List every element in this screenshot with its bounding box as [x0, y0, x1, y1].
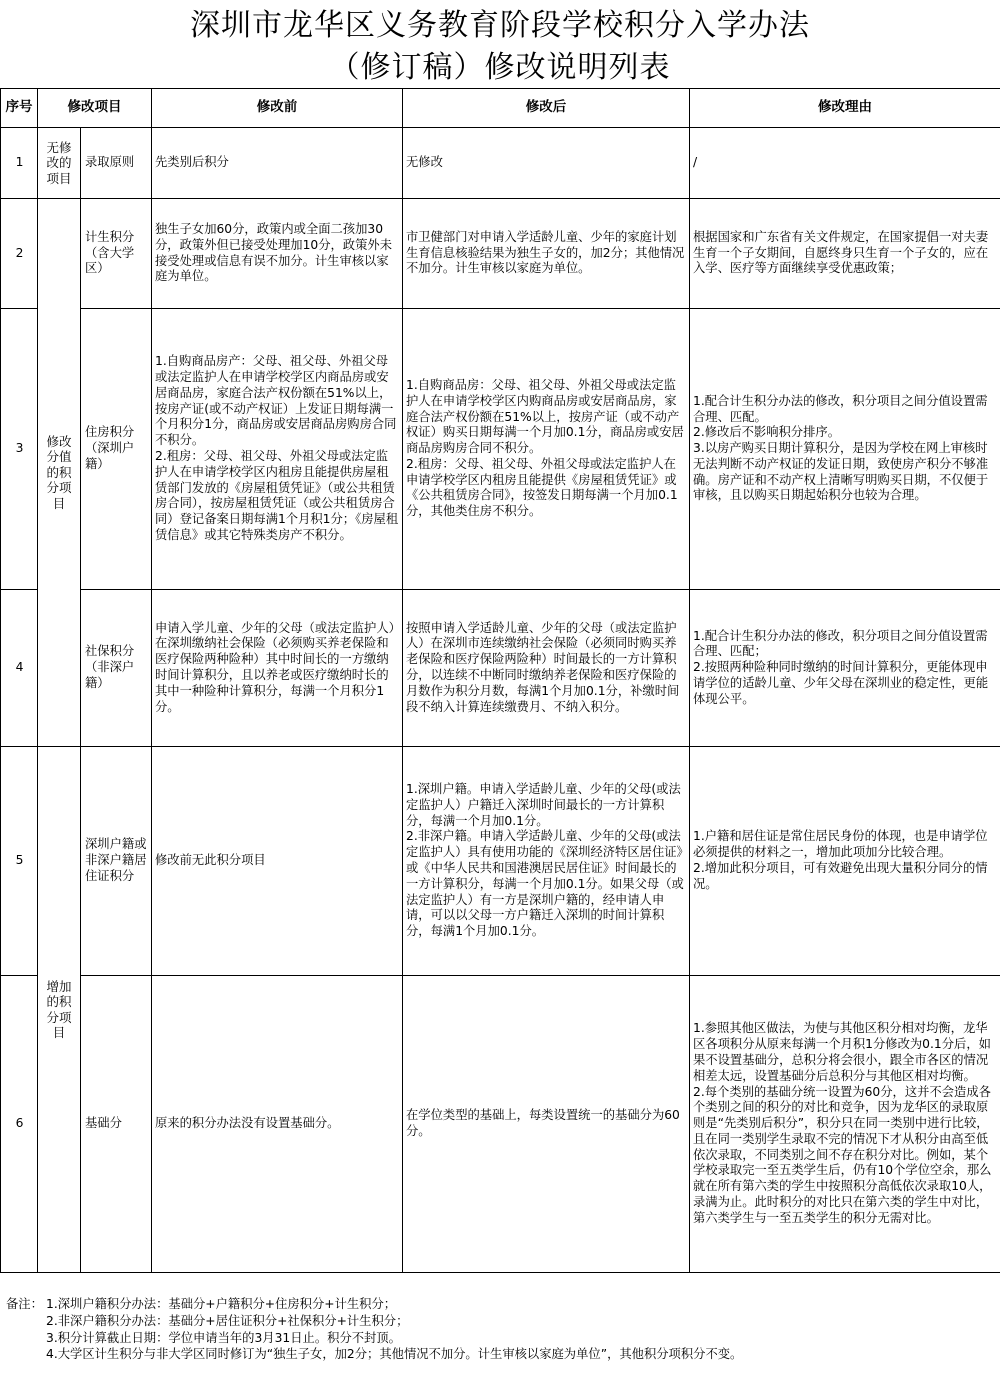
before-cell: 原来的积分办法没有设置基础分。: [152, 976, 403, 1273]
notes-lead: 备注：: [6, 1297, 43, 1311]
note-item: 2.非深户籍积分办法：基础分+居住证积分+社保积分+计生积分；: [46, 1313, 409, 1328]
header-row: [1, 89, 1000, 128]
item-cell: 录取原则: [81, 128, 152, 199]
table-row: [1, 128, 1000, 199]
row-number: 2: [1, 199, 38, 309]
item-cell: 基础分: [81, 976, 152, 1273]
row-number: 3: [1, 309, 38, 590]
reason-cell: 1.参照其他区做法，为使与其他区积分相对均衡，龙华区各项积分从原来每满一个月积1分修改为0.1分后，如果不设置基础分，总积分将会很小，跟全市各区的情况相差太远，设置基础分后总积分与其他区相对均衡。 2.每个类别的基础分统一设置为60分，这并不会造成各个类别之间的积分的对比和竞争，因为龙华区的录取原则是“先类别后积分”，积分只在同一类别中进行比较，且在同一类别学生录取不完的情况下才从积分由高至低依次录取，不同类别之间不存在积分对比。例如，某个学校录取完一至五类学生后，仍有10个学位空余，那么就在所有第六类的学生中按照积分高低依次录取10人，录满为止。此时积分的对比只在第六类的学生中对比，第六类学生与一至五类学生的积分无需对比。: [690, 976, 1000, 1273]
note-item: 1.深圳户籍积分办法：基础分+户籍积分+住房积分+计生积分；: [46, 1297, 397, 1311]
notes-section: [6, 1296, 996, 1363]
note-item: 3.积分计算截止日期：学位申请当年的3月31日止。积分不封顶。: [46, 1330, 401, 1345]
header-item: 修改项目: [38, 89, 152, 128]
header-after: 修改后: [403, 89, 690, 128]
row-number: 5: [1, 747, 38, 976]
reason-cell: /: [690, 128, 1000, 199]
reason-cell: 根据国家和广东省有关文件规定，在国家提倡一对夫妻生育一个子女期间，自愿终身只生育一个子女的，应在入学、医疗等方面继续享受优惠政策；: [690, 199, 1000, 309]
item-cell: 住房积分（深圳户籍）: [81, 309, 152, 590]
document-title-line2: （修订稿）修改说明列表: [329, 50, 671, 85]
header-before: 修改前: [152, 89, 403, 128]
revision-table: [0, 88, 1000, 1273]
reason-cell: 1.户籍和居住证是常住居民身份的体现，也是申请学位必须提供的材料之一，增加此项加分比较合理。 2.增加此积分项目，可有效避免出现大量积分同分的情况。: [690, 747, 1000, 976]
table-row: [1, 976, 1000, 1273]
row-number: 1: [1, 128, 38, 199]
category-cell: 无修改的项目: [38, 128, 81, 199]
header-reason: 修改理由: [690, 89, 1000, 128]
category-cell: 增加的积分项目: [38, 747, 81, 1273]
row-number: 4: [1, 590, 38, 747]
item-cell: 社保积分（非深户籍）: [81, 590, 152, 747]
before-cell: 申请入学儿童、少年的父母（或法定监护人）在深圳缴纳社会保险（必须购买养老保险和医疗保险两种险种）其中时间长的一方缴纳时间计算积分，且以养老或医疗缴纳时长的其中一种险种计算积分，每满一个月积分1分。: [152, 590, 403, 747]
row-number: 6: [1, 976, 38, 1273]
before-cell: 修改前无此积分项目: [152, 747, 403, 976]
after-cell: 无修改: [403, 128, 690, 199]
table-row: [1, 590, 1000, 747]
table-row: [1, 309, 1000, 590]
header-no: 序号: [1, 89, 38, 128]
item-cell: 深圳户籍或非深户籍居住证积分: [81, 747, 152, 976]
before-cell: 先类别后积分: [152, 128, 403, 199]
before-cell: 1.自购商品房产：父母、祖父母、外祖父母或法定监护人在申请学校学区内商品房或安居商品房，家庭合法产权份额在51%以上，按房产证(或不动产权证）上发证日期每满一个月积分1分，商品房或安居商品房购房合同不积分。 2.租房：父母、祖父母、外祖父母或法定监护人在申请学校学区内租房且能提供房屋租赁部门发放的《房屋租赁凭证》（或公共租赁房合同），按房屋租赁凭证（或公共租赁房合同）登记备案日期每满1个月积1分；《房屋租赁信息》或其它特殊类房产不积分。: [152, 309, 403, 590]
after-cell: 按照申请入学适龄儿童、少年的父母（或法定监护人）在深圳市连续缴纳社会保险（必须同时购买养老保险和医疗保险两险种）时间最长的一方计算积分，以连续不中断同时缴纳养老保险和医疗保险的月数作为积分月数，每满1个月加0.1分，补缴时间段不纳入计算连续缴费月、不纳入积分。: [403, 590, 690, 747]
after-cell: 在学位类型的基础上，每类设置统一的基础分为60分。: [403, 976, 690, 1273]
before-cell: 独生子女加60分，政策内或全面二孩加30分，政策外但已接受处理加10分，政策外未接受处理或信息有误不加分。计生审核以家庭为单位。: [152, 199, 403, 309]
table-row: [1, 747, 1000, 976]
item-cell: 计生积分（含大学区）: [81, 199, 152, 309]
after-cell: 1.自购商品房：父母、祖父母、外祖父母或法定监护人在申请学校学区内购商品房或安居商品房，家庭合法产权份额在51%以上，按房产证（或不动产权证）购买日期每满一个月加0.1分，商品房或安居商品房购房合同不积分。 2.租房：父母、祖父母、外祖父母或法定监护人在申请学校学区内租房且能提供《房屋租赁凭证》或《公共租赁房合同》，按签发日期每满一个月加0.1分，其他类住房不积分。: [403, 309, 690, 590]
category-cell: 修改分值的积分项目: [38, 199, 81, 747]
document-title-line1: 深圳市龙华区义务教育阶段学校积分入学办法: [190, 8, 810, 43]
after-cell: 1.深圳户籍。申请入学适龄儿童、少年的父母(或法定监护人）户籍迁入深圳时间最长的一方计算积分，每满一个月加0.1分。 2.非深户籍。申请入学适龄儿童、少年的父母(或法定监护人）具有使用功能的《深圳经济特区居住证》或《中华人民共和国港澳居民居住证》时间最长的一方计算积分，每满一个月加0.1分。如果父母（或法定监护人）有一方是深圳户籍的，经申请人申请，可以以父母一方户籍迁入深圳的时间计算积分，每满1个月加0.1分。: [403, 747, 690, 976]
reason-cell: 1.配合计生积分办法的修改，积分项目之间分值设置需合理、匹配。 2.修改后不影响积分排序。 3.以房产购买日期计算积分，是因为学校在网上审核时无法判断不动产权证的发证日期，致使房产积分不够准确。房产证和不动产权上清晰写明购买日期，不仅便于审核，且以购买日期起始积分也较为合理。: [690, 309, 1000, 590]
after-cell: 市卫健部门对申请入学适龄儿童、少年的家庭计划生育信息核验结果为独生子女的，加2分；其他情况不加分。计生审核以家庭为单位。: [403, 199, 690, 309]
table-row: [1, 199, 1000, 309]
reason-cell: 1.配合计生积分办法的修改，积分项目之间分值设置需合理、匹配； 2.按照两种险种同时缴纳的时间计算积分，更能体现申请学位的适龄儿童、少年父母在深圳业的稳定性，更能体现公平。: [690, 590, 1000, 747]
note-item: 4.大学区计生积分与非大学区同时修订为“独生子女，加2分；其他情况不加分。计生审核以家庭为单位”，其他积分项积分不变。: [46, 1347, 743, 1362]
